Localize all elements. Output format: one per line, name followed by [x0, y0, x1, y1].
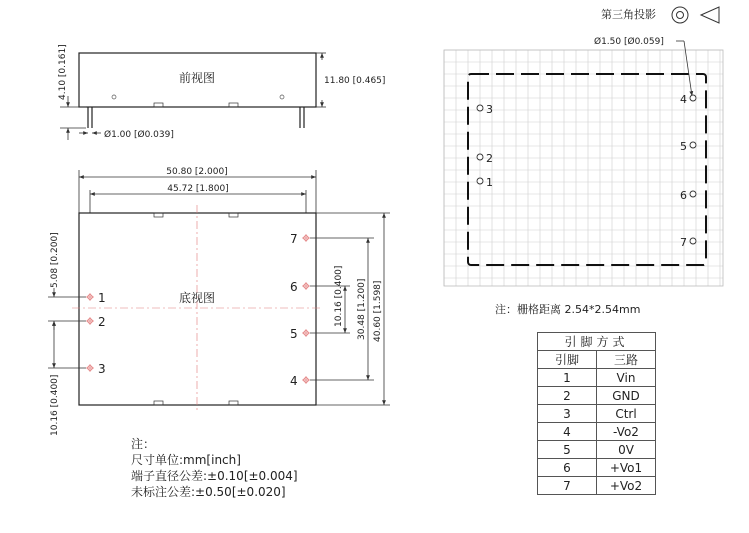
svg-text:5: 5	[290, 327, 298, 341]
table-row: 3 Ctrl	[538, 405, 656, 423]
grid-pin-2	[477, 152, 493, 165]
grid-caption: 注：栅格距离 2.54*2.54mm	[495, 303, 641, 316]
svg-text:6: 6	[290, 280, 298, 294]
pin-table-col-func: 三路	[597, 351, 656, 369]
table-row: 1 Vin	[538, 369, 656, 387]
bottom-dim-pin-spacing-a: 10.16 [0.400]	[334, 265, 344, 327]
svg-text:7: 7	[290, 232, 298, 246]
svg-text:2: 2	[486, 152, 493, 165]
notes-block	[131, 436, 298, 500]
table-row: 6 +Vo1	[538, 459, 656, 477]
svg-text:2: 2	[98, 315, 106, 329]
grid-pin-3	[477, 103, 493, 116]
bottom-dim-pin-span: 45.72 [1.800]	[167, 184, 229, 194]
front-view-title: 前视图	[178, 71, 216, 85]
grid-pin-1	[477, 176, 493, 189]
svg-text:1: 1	[98, 291, 106, 305]
svg-text:4: 4	[680, 93, 687, 106]
bottom-dim-width: 50.80 [2.000]	[166, 167, 228, 177]
table-row: 2 GND	[538, 387, 656, 405]
bottom-dim-pin-range: 30.48 [1.200]	[357, 278, 367, 340]
bottom-view-title: 底视图	[178, 291, 216, 305]
svg-text:6: 6	[680, 189, 687, 202]
grid-pin-4	[680, 93, 696, 106]
notes-heading: 注：	[131, 437, 156, 451]
svg-text:5: 5	[680, 140, 687, 153]
notes-line-general-tolerance: 未标注公差:±0.50[±0.020]	[131, 485, 286, 499]
svg-text:3: 3	[486, 103, 493, 116]
bottom-dim-height: 40.60 [1.598]	[373, 280, 383, 342]
svg-text:3: 3	[98, 362, 106, 376]
front-dim-body: 11.80 [0.465]	[324, 76, 386, 86]
third-angle-projection-icon	[672, 7, 719, 23]
pin-table-col-pin: 引脚	[538, 351, 597, 369]
notes-line-pin-tolerance: 端子直径公差:±0.10[±0.004]	[131, 469, 298, 483]
grid-pin-5	[680, 140, 696, 153]
bottom-dim-left-offset: 5.08 [0.200]	[50, 232, 60, 288]
table-row: 5 0V	[538, 441, 656, 459]
svg-text:1: 1	[486, 176, 493, 189]
grid-hole-label: Ø1.50 [Ø0.059]	[594, 37, 664, 47]
grid-pin-6	[680, 189, 696, 202]
pin-table-title: 引脚方式	[538, 333, 656, 351]
svg-text:4: 4	[290, 374, 298, 388]
notes-line-units: 尺寸单位:mm[inch]	[131, 453, 241, 467]
front-dim-height: 4.10 [0.161]	[58, 44, 68, 100]
front-dim-pin: Ø1.00 [Ø0.039]	[104, 130, 174, 140]
pin-table	[537, 332, 656, 495]
svg-text:7: 7	[680, 236, 687, 249]
table-row: 4 -Vo2	[538, 423, 656, 441]
bottom-view	[48, 167, 390, 436]
grid-pin-7	[680, 236, 696, 249]
grid-view	[444, 36, 723, 316]
front-view	[58, 44, 385, 140]
table-row: 7 +Vo2	[538, 477, 656, 495]
projection-label: 第三角投影	[601, 8, 656, 21]
bottom-dim-bottom-offset: 10.16 [0.400]	[50, 374, 60, 436]
